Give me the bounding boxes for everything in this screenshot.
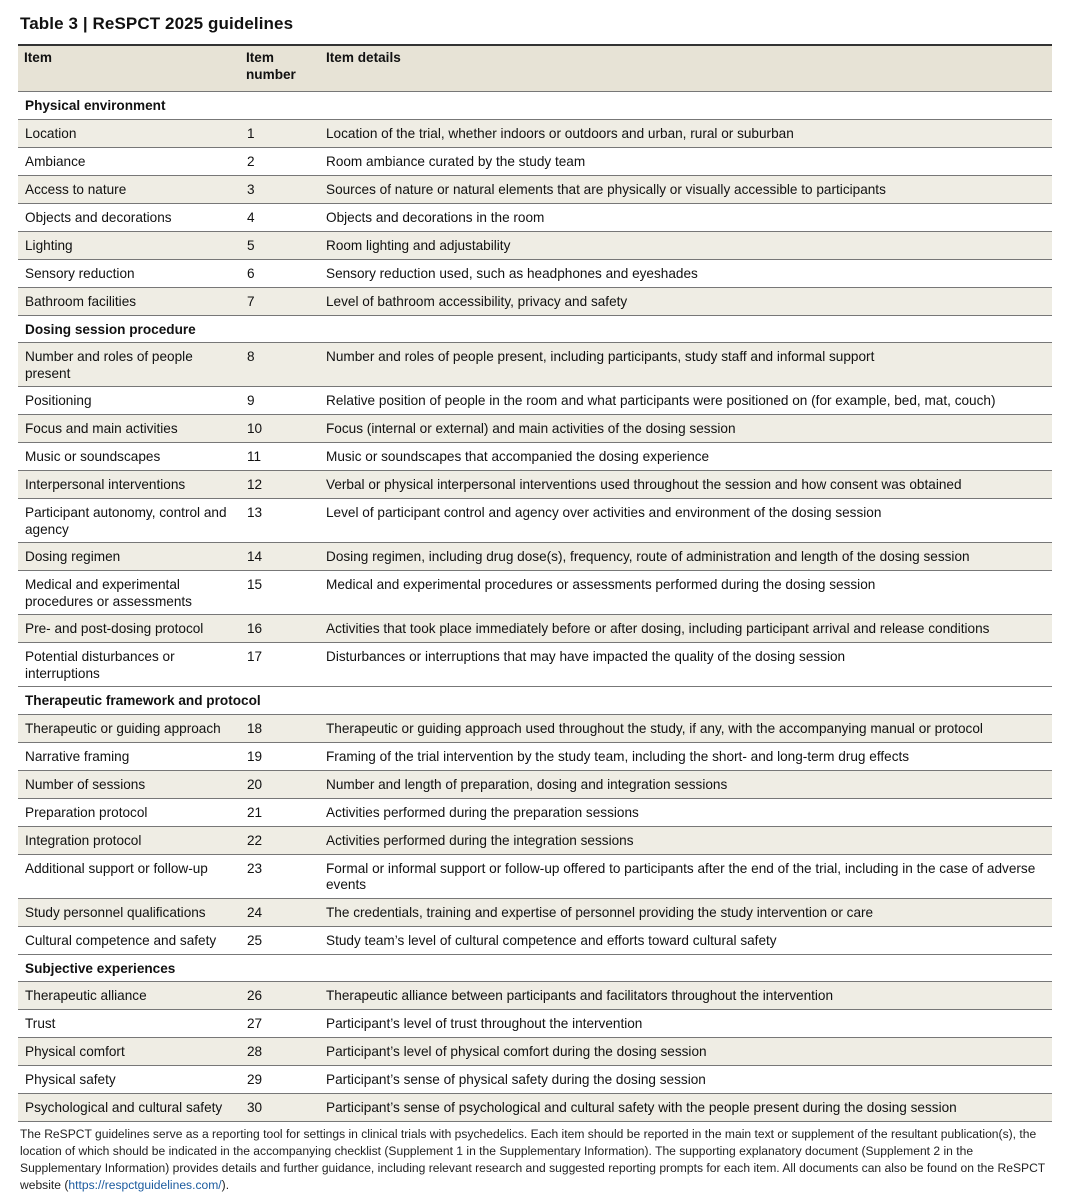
item-details: Focus (internal or external) and main activities of the dosing session [320, 415, 1052, 443]
item-details: Activities that took place immediately before or after dosing, including participant arrival and release conditions [320, 615, 1052, 643]
item-details: Relative position of people in the room and what participants were positioned on (for example, bed, mat, couch) [320, 387, 1052, 415]
section-header-row [18, 315, 1052, 343]
table-row [18, 798, 1052, 826]
footnote [20, 1126, 1050, 1194]
item-number: 15 [240, 571, 320, 615]
table-row [18, 770, 1052, 798]
item-name: Study personnel qualifications [18, 898, 240, 926]
table-row [18, 287, 1052, 315]
item-number: 9 [240, 387, 320, 415]
column-header-item: Item [18, 45, 240, 92]
item-details: Activities performed during the integration sessions [320, 826, 1052, 854]
table-title: Table 3 | ReSPCT 2025 guidelines [20, 14, 294, 33]
item-name: Number of sessions [18, 770, 240, 798]
table-row [18, 643, 1052, 687]
table-row [18, 1066, 1052, 1094]
table-row [18, 471, 1052, 499]
table-row [18, 854, 1052, 898]
item-number: 20 [240, 770, 320, 798]
item-name: Lighting [18, 231, 240, 259]
table-row [18, 231, 1052, 259]
item-name: Narrative framing [18, 742, 240, 770]
website-link[interactable]: https://respctguidelines.com/ [68, 1178, 222, 1192]
item-details: Sensory reduction used, such as headphones and eyeshades [320, 259, 1052, 287]
item-number: 27 [240, 1010, 320, 1038]
item-name: Trust [18, 1010, 240, 1038]
item-number: 26 [240, 982, 320, 1010]
item-number: 11 [240, 443, 320, 471]
item-name: Potential disturbances or interruptions [18, 643, 240, 687]
item-name: Bathroom facilities [18, 287, 240, 315]
column-header-item-number: Item number [240, 45, 320, 92]
item-number: 30 [240, 1094, 320, 1122]
item-details: Medical and experimental procedures or assessments performed during the dosing session [320, 571, 1052, 615]
item-name: Location [18, 119, 240, 147]
table-row [18, 571, 1052, 615]
item-details: Therapeutic alliance between participants and facilitators throughout the intervention [320, 982, 1052, 1010]
item-name: Sensory reduction [18, 259, 240, 287]
item-details: Study team’s level of cultural competence and efforts toward cultural safety [320, 926, 1052, 954]
item-details: Participant’s level of trust throughout the intervention [320, 1010, 1052, 1038]
item-number: 3 [240, 175, 320, 203]
item-details: Disturbances or interruptions that may have impacted the quality of the dosing session [320, 643, 1052, 687]
section-heading: Subjective experiences [18, 954, 1052, 982]
item-name: Integration protocol [18, 826, 240, 854]
table-row [18, 415, 1052, 443]
item-name: Psychological and cultural safety [18, 1094, 240, 1122]
item-number: 22 [240, 826, 320, 854]
section-header-row [18, 92, 1052, 120]
table-row [18, 926, 1052, 954]
item-name: Pre- and post-dosing protocol [18, 615, 240, 643]
item-details: Verbal or physical interpersonal interventions used throughout the session and how consent was obtained [320, 471, 1052, 499]
item-name: Physical comfort [18, 1038, 240, 1066]
item-details: Activities performed during the preparation sessions [320, 798, 1052, 826]
item-details: Participant’s level of physical comfort during the dosing session [320, 1038, 1052, 1066]
table-body [18, 92, 1052, 1122]
item-name: Additional support or follow-up [18, 854, 240, 898]
item-number: 17 [240, 643, 320, 687]
item-number: 12 [240, 471, 320, 499]
item-number: 4 [240, 203, 320, 231]
table-row [18, 387, 1052, 415]
section-heading: Therapeutic framework and protocol [18, 687, 1052, 715]
item-number: 5 [240, 231, 320, 259]
item-details: Participant’s sense of psychological and cultural safety with the people present during the dosing session [320, 1094, 1052, 1122]
table-row [18, 443, 1052, 471]
table-row [18, 1010, 1052, 1038]
item-number: 13 [240, 499, 320, 543]
item-name: Preparation protocol [18, 798, 240, 826]
item-name: Ambiance [18, 147, 240, 175]
item-details: Number and length of preparation, dosing and integration sessions [320, 770, 1052, 798]
section-header-row [18, 954, 1052, 982]
item-details: Objects and decorations in the room [320, 203, 1052, 231]
item-number: 21 [240, 798, 320, 826]
item-details: Therapeutic or guiding approach used throughout the study, if any, with the accompanying manual or protocol [320, 714, 1052, 742]
item-details: Level of bathroom accessibility, privacy and safety [320, 287, 1052, 315]
table-row [18, 203, 1052, 231]
item-number: 18 [240, 714, 320, 742]
item-details: Music or soundscapes that accompanied the dosing experience [320, 443, 1052, 471]
item-number: 10 [240, 415, 320, 443]
item-name: Positioning [18, 387, 240, 415]
item-number: 29 [240, 1066, 320, 1094]
column-header-item-details: Item details [320, 45, 1052, 92]
item-name: Cultural competence and safety [18, 926, 240, 954]
table-row [18, 543, 1052, 571]
table-row [18, 259, 1052, 287]
item-details: Framing of the trial intervention by the study team, including the short- and long-term drug effects [320, 742, 1052, 770]
table-row [18, 175, 1052, 203]
table-row [18, 898, 1052, 926]
item-name: Dosing regimen [18, 543, 240, 571]
table-row [18, 343, 1052, 387]
item-number: 6 [240, 259, 320, 287]
item-number: 25 [240, 926, 320, 954]
item-details: Number and roles of people present, including participants, study staff and informal support [320, 343, 1052, 387]
item-name: Physical safety [18, 1066, 240, 1094]
item-number: 16 [240, 615, 320, 643]
item-number: 1 [240, 119, 320, 147]
table-row [18, 742, 1052, 770]
item-number: 14 [240, 543, 320, 571]
item-name: Objects and decorations [18, 203, 240, 231]
table-row [18, 826, 1052, 854]
item-details: Room lighting and adjustability [320, 231, 1052, 259]
item-name: Therapeutic or guiding approach [18, 714, 240, 742]
footnote-text: The ReSPCT guidelines serve as a reporting tool for settings in clinical trials with psychedelics. Each item should be reported in the main text or supplement of the resultant publication(s), the location of which should be indicated in the accompanying checklist (Supplement 1 in the Supplementary Information). The supporting explanatory document (Supplement 2 in the Supplementary Information) provides details and further guidance, including relevant research and suggested reporting prompts for each item. All documents can also be found on the ReSPCT website ( [20, 1127, 1045, 1192]
item-number: 19 [240, 742, 320, 770]
table-row [18, 119, 1052, 147]
table-row [18, 499, 1052, 543]
table-row [18, 147, 1052, 175]
item-details: Level of participant control and agency over activities and environment of the dosing session [320, 499, 1052, 543]
item-name: Interpersonal interventions [18, 471, 240, 499]
section-header-row [18, 687, 1052, 715]
item-details: Sources of nature or natural elements that are physically or visually accessible to participants [320, 175, 1052, 203]
item-details: Room ambiance curated by the study team [320, 147, 1052, 175]
item-details: Dosing regimen, including drug dose(s), frequency, route of administration and length of the dosing session [320, 543, 1052, 571]
guidelines-table [18, 44, 1052, 1122]
item-details: Formal or informal support or follow-up offered to participants after the end of the trial, including in the case of adverse events [320, 854, 1052, 898]
footnote-closing: ). [221, 1178, 230, 1192]
item-details: The credentials, training and expertise of personnel providing the study intervention or care [320, 898, 1052, 926]
item-number: 8 [240, 343, 320, 387]
item-name: Therapeutic alliance [18, 982, 240, 1010]
item-number: 28 [240, 1038, 320, 1066]
item-details: Participant’s sense of physical safety during the dosing session [320, 1066, 1052, 1094]
table-header-row [18, 45, 1052, 92]
table-row [18, 982, 1052, 1010]
item-number: 24 [240, 898, 320, 926]
table-row [18, 1094, 1052, 1122]
item-number: 2 [240, 147, 320, 175]
item-name: Access to nature [18, 175, 240, 203]
table-row [18, 1038, 1052, 1066]
item-number: 7 [240, 287, 320, 315]
section-heading: Dosing session procedure [18, 315, 1052, 343]
table-row [18, 714, 1052, 742]
item-name: Focus and main activities [18, 415, 240, 443]
item-name: Medical and experimental procedures or assessments [18, 571, 240, 615]
item-name: Music or soundscapes [18, 443, 240, 471]
section-heading: Physical environment [18, 92, 1052, 120]
table-row [18, 615, 1052, 643]
item-number: 23 [240, 854, 320, 898]
item-name: Number and roles of people present [18, 343, 240, 387]
item-details: Location of the trial, whether indoors or outdoors and urban, rural or suburban [320, 119, 1052, 147]
item-name: Participant autonomy, control and agency [18, 499, 240, 543]
